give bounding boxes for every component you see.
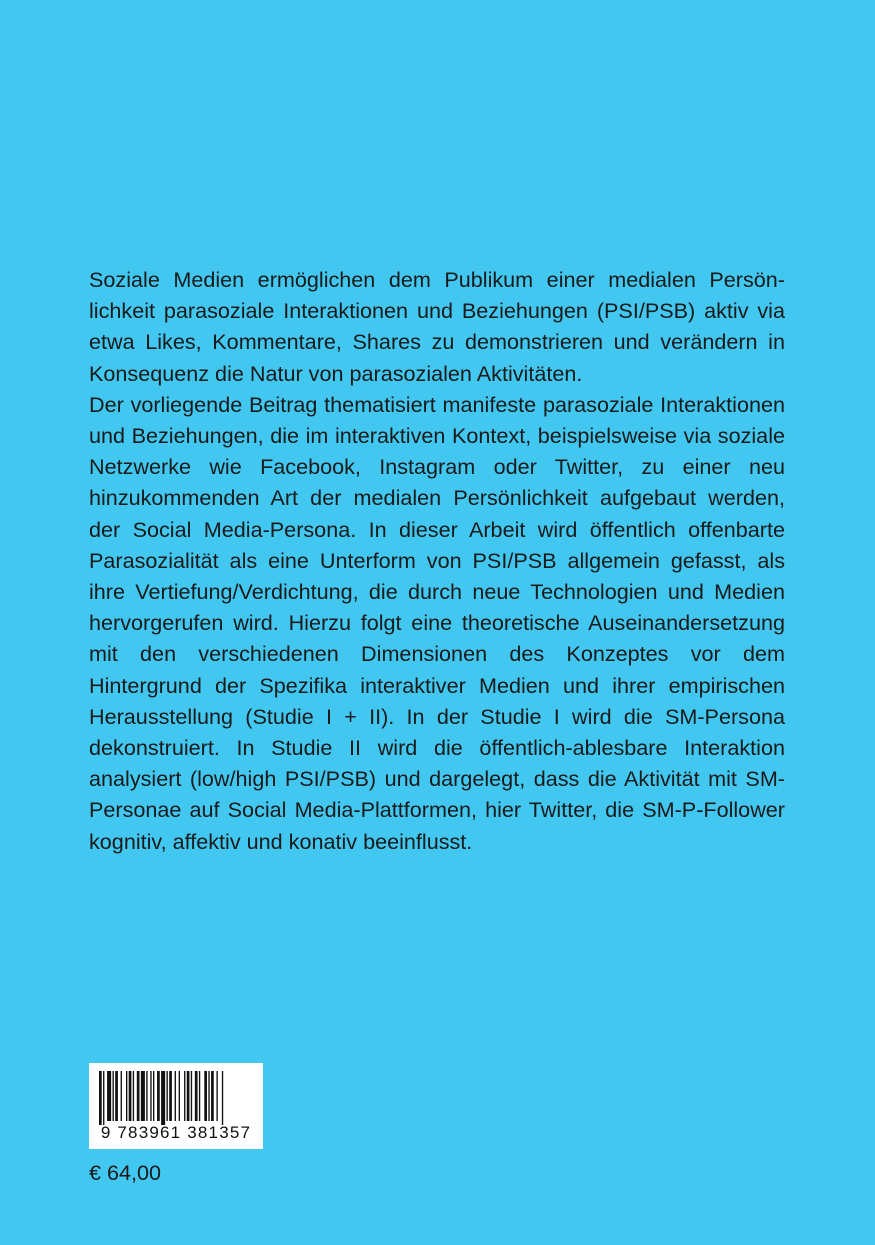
barcode-bar: [153, 1071, 154, 1121]
barcode-bar: [195, 1071, 198, 1121]
barcode-bar: [187, 1071, 190, 1121]
barcode-bar: [107, 1071, 111, 1121]
barcode-bar: [191, 1071, 192, 1121]
price: € 64,00: [89, 1160, 162, 1185]
barcode-bar: [146, 1071, 147, 1121]
barcode-bar: [208, 1071, 209, 1121]
barcode-bar: [222, 1071, 223, 1125]
barcode-bar: [103, 1071, 104, 1125]
back-cover-blurb: [89, 264, 785, 857]
barcode-bar: [157, 1071, 160, 1121]
barcode-bar: [211, 1071, 214, 1121]
barcode-bar: [179, 1071, 180, 1121]
barcode-bar: [216, 1071, 217, 1121]
barcode-bar: [99, 1071, 102, 1125]
barcode-bar: [184, 1071, 185, 1121]
blurb-paragraph-1: Soziale Medien ermöglichen dem Publikum einer medialen Persönlichkeit parasoziale Interaktionen und Beziehungen (PSI/PSB) aktiv via etwa Likes, Kommentare, Shares zu demonstrieren und verändern in Konsequenz die Natur von parasozialen Aktivitäten.: [89, 267, 785, 386]
barcode-bar: [167, 1071, 168, 1121]
barcode-bar: [204, 1071, 207, 1121]
barcode-bar: [150, 1071, 151, 1121]
barcode-bar: [175, 1071, 176, 1121]
barcode-bar: [133, 1071, 134, 1121]
barcode-bar: [121, 1071, 122, 1121]
blurb-paragraph-2: Der vorliegende Beitrag thematisiert manifeste parasoziale Interaktionen und Beziehungen, die im interaktiven Kontext, beispielsweise via soziale Netzwerke wie Facebook, Instagram oder Twitter, zu einer neu hinzukommenden Art der medialen Persönlichkeit aufgebaut werden, der Social Media-Persona. In dieser Arbeit wird öffentlich offenbarte Parasozialität als eine Unterform von PSI/PSB allgemein gefasst, als ihre Vertiefung/Verdichtung, die durch neue Technologien und Medien hervorgerufen wird. Hierzu folgt eine theoretische Auseinandersetzung mit den verschiedenen Dimensionen des Konzeptes vor dem Hintergrund der Spezifika interaktiver Medien und ihrer empirischen Herausstellung (Studie I + II). In der Studie I wird die SM-Persona dekonstruiert. In Studie II wird die öffentlich-ablesbare Interaktion analysiert (low/high PSI/PSB) und dargelegt, dass die Aktivität mit SM-Personae auf Social Media-​Plattformen, hier Twitter, die SM-P-Follower kognitiv, affektiv und konativ beeinflusst.: [89, 391, 785, 854]
barcode-bar: [169, 1071, 172, 1121]
barcode-bar: [137, 1071, 140, 1121]
barcode-bar: [115, 1071, 118, 1121]
barcode-bar: [126, 1071, 127, 1121]
barcode-bar: [199, 1071, 200, 1121]
isbn-barcode: [89, 1063, 263, 1149]
isbn-digits: 9 783961 381357: [100, 1123, 252, 1142]
barcode-bar: [161, 1071, 165, 1125]
barcode-bar: [129, 1071, 132, 1121]
barcode-bar: [113, 1071, 114, 1121]
barcode-bar: [141, 1071, 145, 1121]
